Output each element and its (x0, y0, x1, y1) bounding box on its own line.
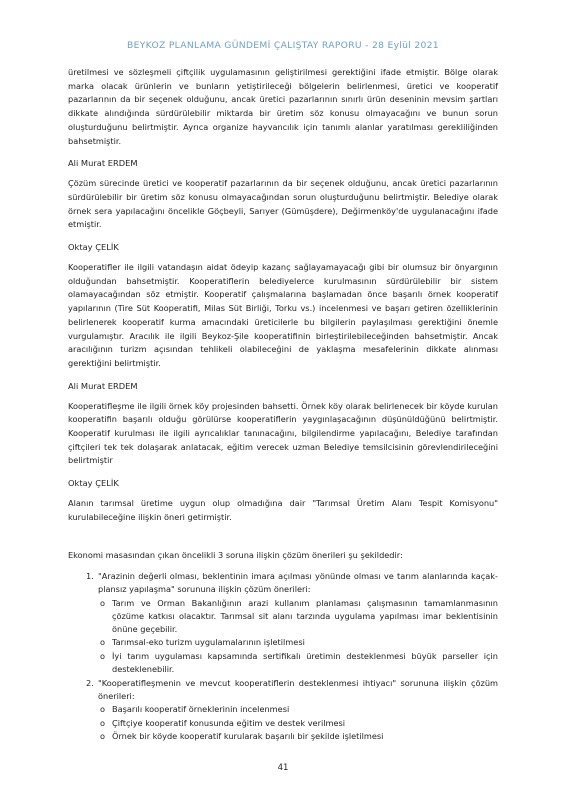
circle-bullet-icon: o (100, 730, 106, 741)
solution-item (98, 597, 498, 637)
solution-list (98, 703, 498, 743)
solution-text: İyi tarım uygulaması kapsamında sertifikalı üretimin desteklenmesi büyük parseller için desteklenebilir. (112, 650, 498, 674)
speaker-name: Oktay ÇELİK (68, 478, 119, 489)
paragraph: üretilmesi ve sözleşmeli çiftçilik uygulamasının geliştirilmesi gerektiğini ifade etmiştir. Bölge olarak marka olacak ürünlerin ve bunların yetiştirileceği bölgelerin belirlenmesi, üretici ve kooperatif pazarlarının da bir seçenek olduğunu, ancak üretici pazarlarının sınırlı ürün deseninin mevsim şartları dikkate alındığında sürdürülebilir miktarda bir üretim söz konusu olmayacağını ve bunun sorun oluşturduğunu belirtmiştir. Ayrıca organize hayvancılık için tanımlı alanlar yaratılması gerekliliğinden bahsetmiştir. (68, 67, 498, 146)
solution-text: Çiftçiye kooperatif konusunda eğitim ve destek verilmesi (112, 717, 346, 728)
circle-bullet-icon: o (100, 717, 106, 728)
speaker-name: Ali Murat ERDEM (68, 158, 138, 169)
paragraph: Alanın tarımsal üretime uygun olup olmadığına dair "Tarımsal Üretim Alanı Tespit Komisyonu" kurulabileceğine ilişkin öneri getirmiştir. (68, 498, 498, 522)
paragraph: Çözüm sürecinde üretici ve kooperatif pazarlarının da bir seçenek olduğunu, ancak üretici pazarlarının sürdürülebilir bir üretim söz konusu olmayacağından sorun oluşturduğunu belirtmiştir. Belediye olarak örnek sera yapılacağını öncelikle Göçbeyli, Sarıyer (Gümüşdere), Değirmenköy'de uygulanacağını ifade etmiştir. (68, 178, 498, 230)
solution-item (98, 703, 498, 716)
circle-bullet-icon: o (100, 597, 106, 608)
page-body (68, 66, 498, 744)
speaker-name: Ali Murat ERDEM (68, 380, 138, 391)
solution-list (98, 597, 498, 676)
solutions-intro: Ekonomi masasından çıkan öncelikli 3 soruna ilişkin çözüm önerileri şu şekildedir: (68, 549, 403, 560)
solution-text: Tarım ve Orman Bakanlığının arazi kullanım planlaması çalışmasının tamamlanmasının çözüme katkısı olacaktır. Tarımsal sit alanı tarzında uygulama yapılması imar beklentisinin önüne geçebilir. (112, 597, 498, 635)
problem-title: "Arazinin değerli olması, beklentinin imara açılması yönünde olması ve tarım alanlarında kaçak-plansız yapılaşma" sorununa ilişkin çözüm önerileri: (98, 571, 498, 595)
solution-text: Örnek bir köyde kooperatif kurularak başarılı bir şekilde işletilmesi (112, 730, 384, 741)
paragraph: Kooperatifleşme ile ilgili örnek köy projesinden bahsetti. Örnek köy olarak belirlenecek bir köyde kurulan kooperatifin başarılı olduğu görülürse kooperatiflerin yaygınlaşacağının düşünüldüğünü belirtmiştir. Kooperatif kurulması ile ilgili ayrıcalıklar tanınacağını, bilgilendirme yapılacağını, Belediye tarafından çiftçileri tek tek dolaşarak anlatacak, eğitim verecek uzman Belediye temsilcisinin görevlendirileceğini belirtmiştir (68, 400, 498, 466)
problem-number: 1. (86, 571, 94, 582)
solution-item (98, 636, 498, 649)
speaker-name: Oktay ÇELİK (68, 242, 119, 253)
solution-text: Başarılı kooperatif örneklerinin incelenmesi (112, 704, 290, 715)
problem-item (68, 570, 498, 676)
running-header: BEYKOZ PLANLAMA GÜNDEMİ ÇALIŞTAY RAPORU - 28 Eylül 2021 (127, 40, 439, 51)
circle-bullet-icon: o (100, 637, 106, 648)
solution-item (98, 730, 498, 743)
solution-item (98, 717, 498, 730)
problem-list (68, 570, 498, 743)
page-number: 41 (277, 763, 289, 773)
paragraph: Kooperatifler ile ilgili vatandaşın aidat ödeyip kazanç sağlayamayacağı gibi bir olumsuz bir önyargının olduğundan bahsetmiştir. Kooperatiflerin belediyelerce kurulmasının sürdürülebilir bir sistem olamayacağından söz etmiştir. Kooperatif çalışmalarına başlamadan önce başarılı örnek kooperatif yapılarının (Tire Süt Kooperatifi, Milas Süt Birliği, Torku vs.) incelenmesi ve başarı getiren özelliklerinin belirlenerek kooperatif kurma amacındaki üreticilerle bu bilgilerin paylaşılması gerektiğini önemle vurgulamıştır. Aracılık ile ilgili Beykoz-Şile kooperatifinin birleştirilebileceğinden bahsetmiştir. Ancak aracılığının turizm açısından tehlikeli olabileceğini de yaklaşma mesafelerinin dikkate alınması gerektiğini belirtmiştir. (68, 262, 498, 368)
problem-title: "Kooperatifleşmenin ve mevcut kooperatiflerin desteklenmesi ihtiyacı" sorununa ilişkin çözüm önerileri: (98, 677, 498, 702)
solution-item (98, 650, 498, 676)
problem-number: 2. (86, 677, 94, 688)
problem-item (68, 677, 498, 743)
circle-bullet-icon: o (100, 650, 106, 661)
circle-bullet-icon: o (100, 704, 106, 715)
solution-text: Tarımsal-eko turizm uygulamalarının işletilmesi (112, 637, 305, 648)
